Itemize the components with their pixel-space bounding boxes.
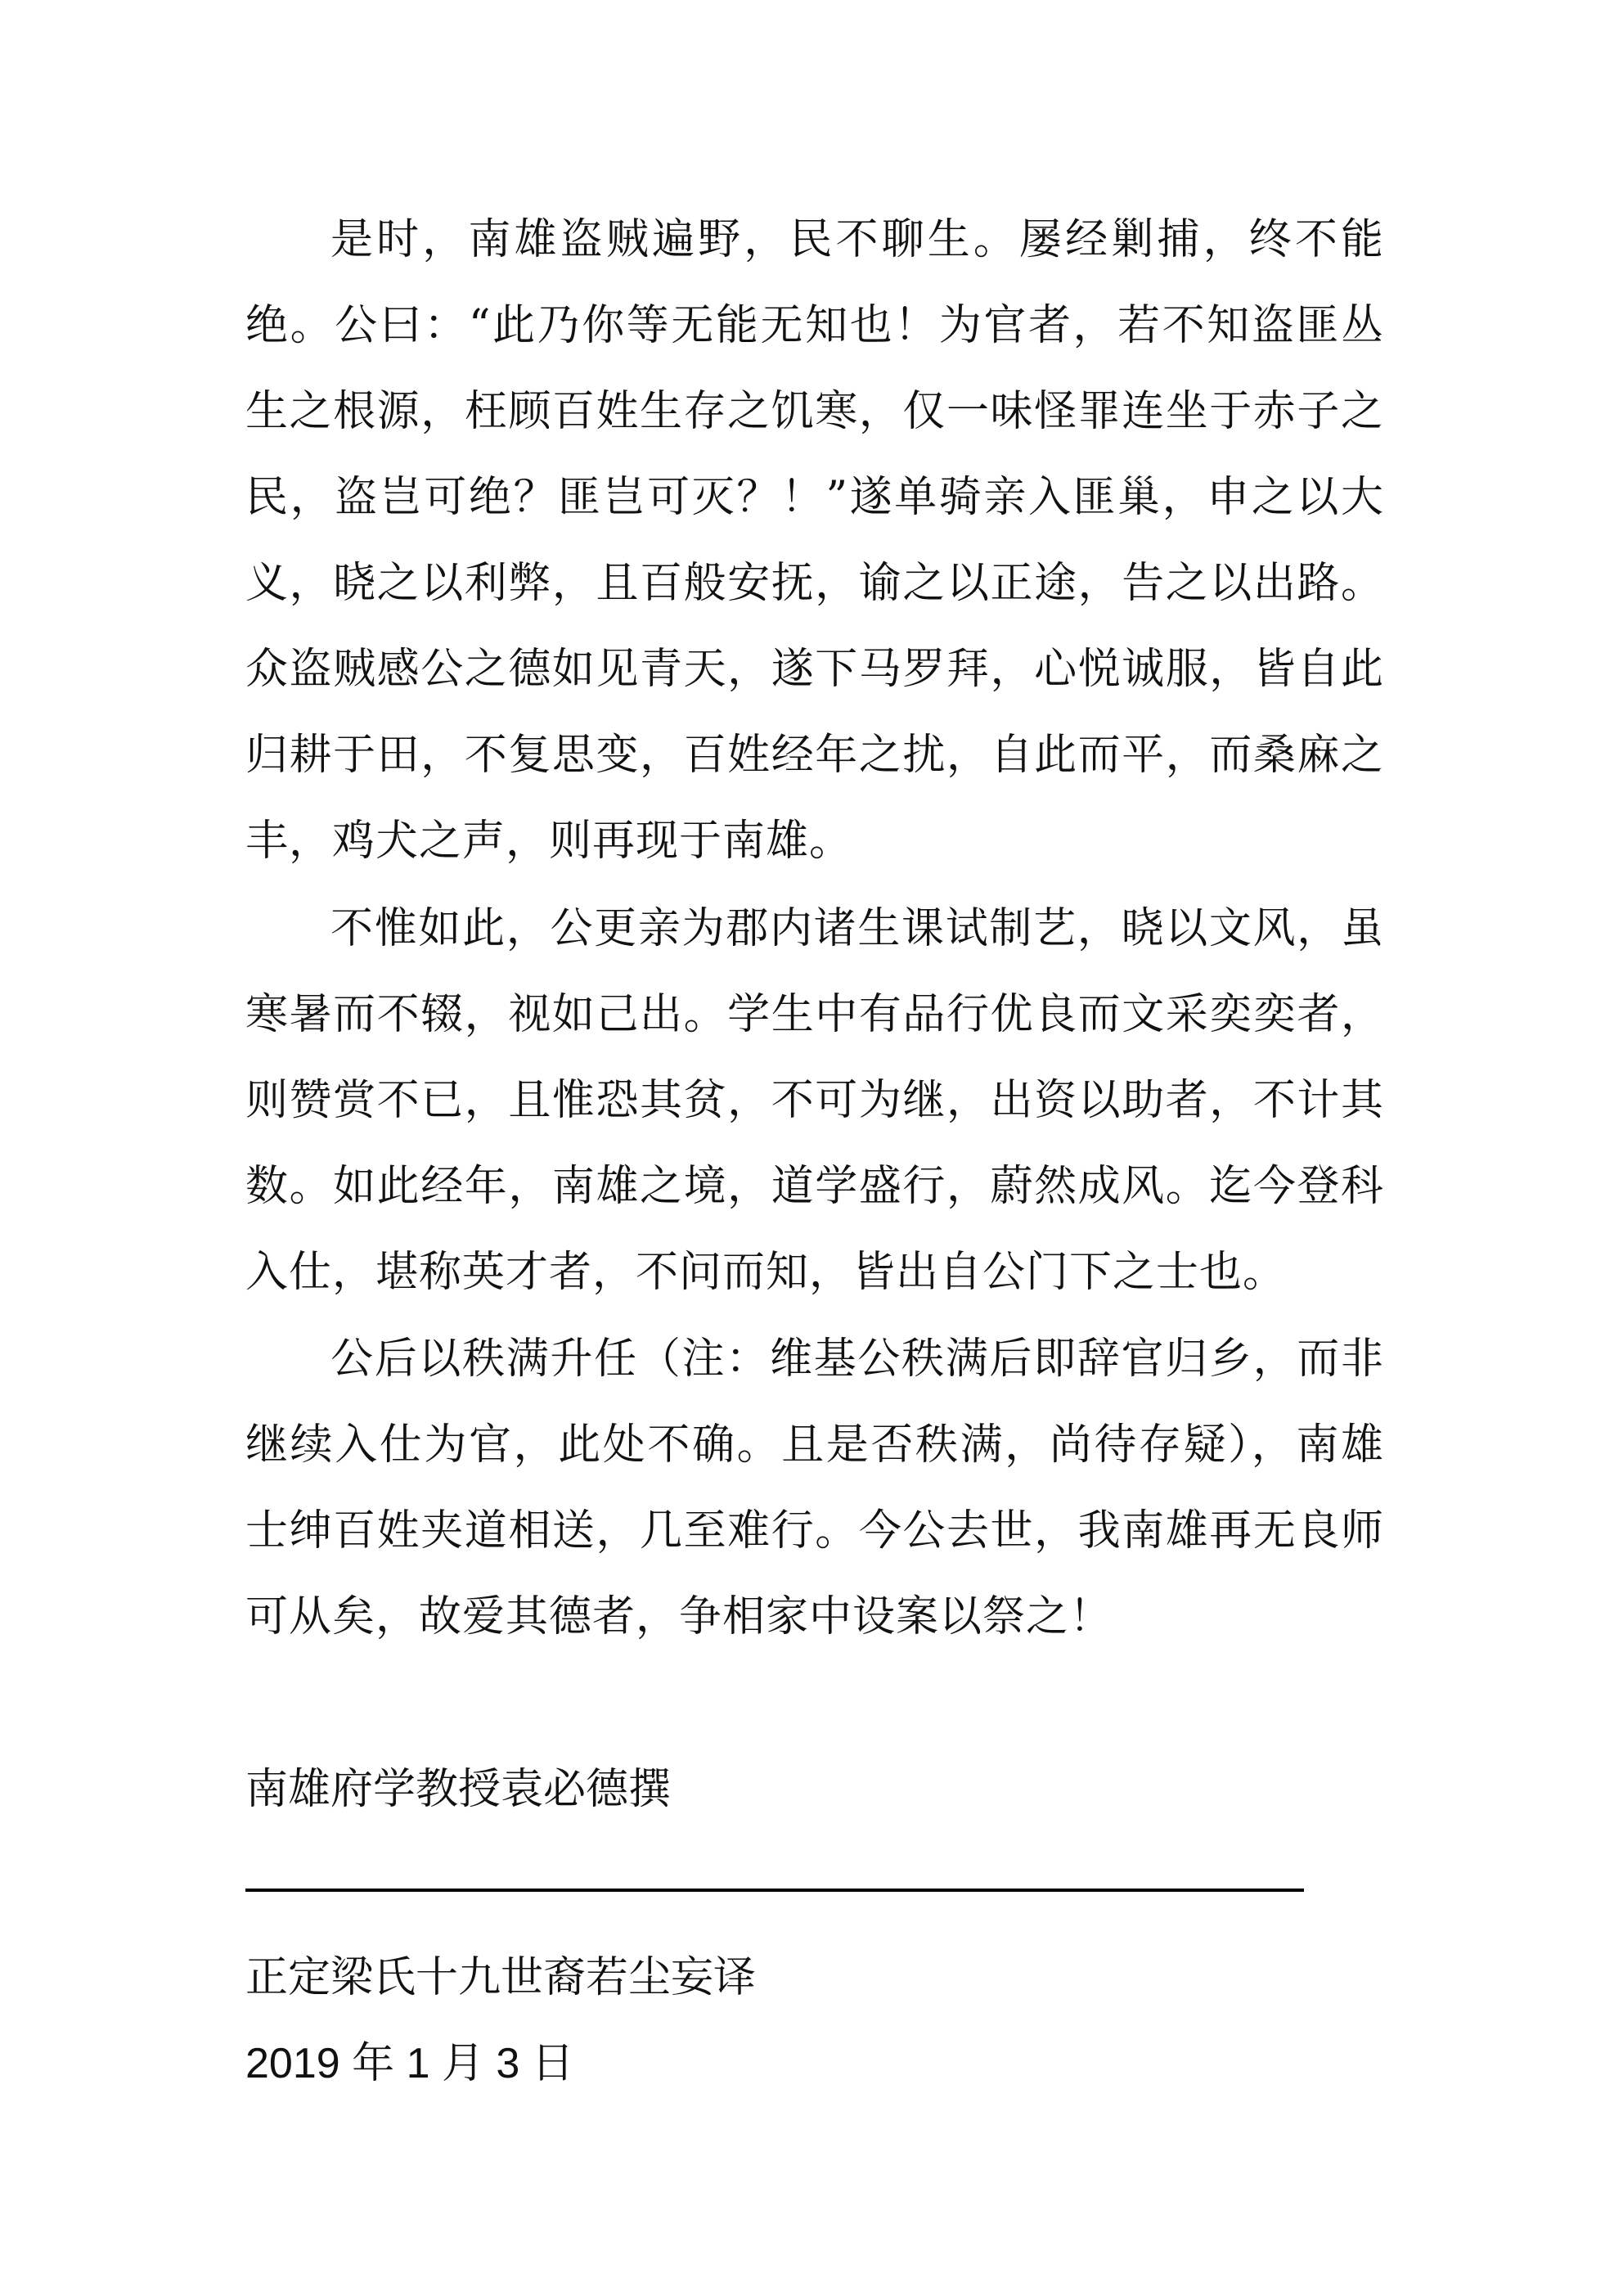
- divider-line: [245, 1889, 1304, 1892]
- document-page: [245, 0, 1384, 2296]
- translator-credit: 正定梁氏十九世裔若尘妄译: [245, 1953, 757, 2002]
- author-signature: 南雄府学教授袁必德撰: [245, 1765, 672, 1814]
- paragraph-farewell: 公后以秩满升任（注：维基公秩满后即辞官归乡，而非继续入仕为官，此处不确。且是否秩满，尚待存疑），南雄士绅百姓夹道相送，几至难行。今公去世，我南雄再无良师可从矣，故爱其德者，争相家中设案以祭之！: [245, 1335, 1384, 1641]
- translation-date: 2019 年 1 月 3 日: [245, 2040, 574, 2087]
- paragraph-education: 不惟如此，公更亲为郡内诸生课试制艺，晓以文风，虽寒暑而不辍，视如己出。学生中有品行优良而文采奕奕者，则赞赏不已，且惟恐其贫，不可为继，出资以助者，不计其数。如此经年，南雄之境，道学盛行，蔚然成风。迄今登科入仕，堪称英才者，不问而知，皆出自公门下之士也。: [245, 904, 1384, 1297]
- paragraph-bandit-pacification: 是时，南雄盗贼遍野，民不聊生。屡经剿捕，终不能绝。公曰：“此乃你等无能无知也！为官者，若不知盗匪丛生之根源，枉顾百姓生存之饥寒，仅一味怪罪连坐于赤子之民，盗岂可绝？匪岂可灭？！”遂单骑亲入匪巢，申之以大义，晓之以利弊，且百般安抚，谕之以正途，告之以出路。众盗贼感公之德如见青天，遂下马罗拜，心悦诚服，皆自此归耕于田，不复思变，百姓经年之扰，自此而平，而桑麻之丰，鸡犬之声，则再现于南雄。: [245, 215, 1384, 866]
